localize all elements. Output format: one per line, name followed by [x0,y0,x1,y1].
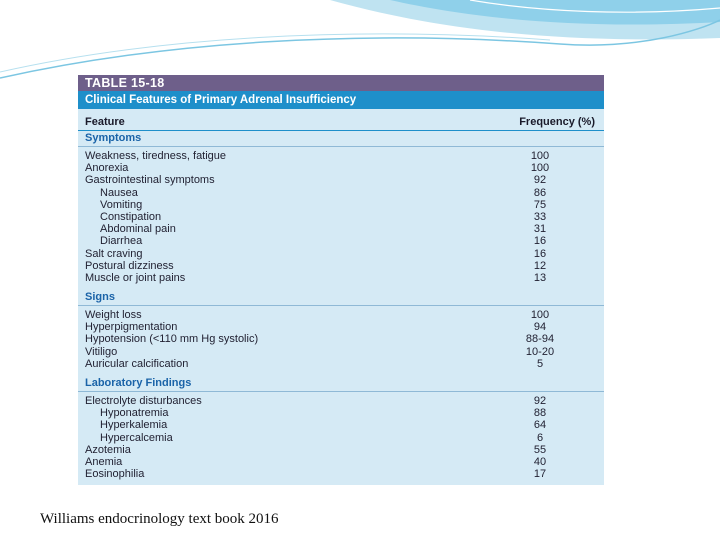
clinical-features-table [78,75,604,485]
frequency-cell: 31 [533,223,547,236]
frequency-cell: 92 [533,174,547,187]
feature-cell: Hyperkalemia [100,419,168,432]
section-rows [78,306,604,370]
frequency-cell: 10-20 [525,345,555,358]
table-row [78,174,604,186]
frequency-cell: 86 [533,186,547,199]
table-row [78,456,604,468]
feature-cell: Vomiting [100,198,143,211]
feature-cell: Abdominal pain [100,223,176,236]
feature-cell: Diarrhea [100,235,143,248]
feature-cell: Weight loss [85,309,142,322]
feature-cell: Nausea [100,186,138,199]
feature-cell: Anemia [85,455,123,468]
feature-cell: Hypercalcemia [100,431,173,444]
feature-cell: Weakness, tiredness, fatigue [85,150,227,162]
table-row [78,468,604,480]
feature-cell: Auricular calcification [85,357,189,370]
section-label: Symptoms [78,131,604,147]
section-label: Signs [78,290,604,306]
table-row [78,260,604,272]
feature-cell: Azotemia [85,443,131,456]
frequency-cell: 5 [536,357,544,370]
feature-cell: Gastrointestinal symptoms [85,174,215,187]
frequency-cell: 55 [533,443,547,456]
table-row [78,187,604,199]
table-row [78,333,604,345]
table-row [78,432,604,444]
feature-cell: Hypotension (<110 mm Hg systolic) [85,333,259,346]
table-row [78,150,604,162]
table-title: Clinical Features of Primary Adrenal Insufficiency [78,91,604,109]
feature-cell: Eosinophilia [85,468,145,481]
frequency-cell: 40 [533,455,547,468]
source-caption: Williams endocrinology text book 2016 [40,511,279,527]
table-row [78,272,604,284]
feature-cell: Anorexia [85,162,129,175]
table-row [78,407,604,419]
table-row [78,346,604,358]
table-row [78,162,604,174]
frequency-cell: 100 [530,309,550,322]
frequency-cell: 94 [533,321,547,334]
frequency-cell: 12 [533,259,547,272]
table-body [78,131,604,480]
table-number: TABLE 15-18 [78,75,604,91]
table-row [78,248,604,260]
table-row [78,395,604,407]
feature-cell: Postural dizziness [85,259,174,272]
feature-cell: Muscle or joint pains [85,271,186,284]
frequency-cell: 92 [533,395,547,407]
feature-cell: Electrolyte disturbances [85,395,202,407]
table-row [78,223,604,235]
frequency-cell: 16 [533,247,547,260]
frequency-cell: 17 [533,468,547,481]
table-row [78,321,604,333]
feature-cell: Constipation [100,210,162,223]
feature-column-header: Feature [85,116,125,128]
frequency-cell: 33 [533,210,547,223]
frequency-column-header: Frequency (%) [519,116,595,128]
frequency-cell: 100 [530,150,550,162]
table-row [78,358,604,370]
table-row [78,309,604,321]
feature-cell: Vitiligo [85,345,118,358]
table-row [78,444,604,456]
frequency-cell: 13 [533,271,547,284]
table-row [78,199,604,211]
feature-cell: Hyperpigmentation [85,321,178,334]
frequency-cell: 6 [536,431,544,444]
section-rows [78,147,604,284]
frequency-cell: 88 [533,407,547,420]
table-header-row [78,109,604,131]
table-row [78,211,604,223]
frequency-cell: 100 [530,162,550,175]
frequency-cell: 75 [533,198,547,211]
frequency-cell: 16 [533,235,547,248]
section-label: Laboratory Findings [78,376,604,392]
frequency-cell: 88-94 [525,333,555,346]
section-rows [78,392,604,480]
feature-cell: Hyponatremia [100,407,169,420]
feature-cell: Salt craving [85,247,143,260]
table-row [78,419,604,431]
frequency-cell: 64 [533,419,547,432]
table-row [78,235,604,247]
